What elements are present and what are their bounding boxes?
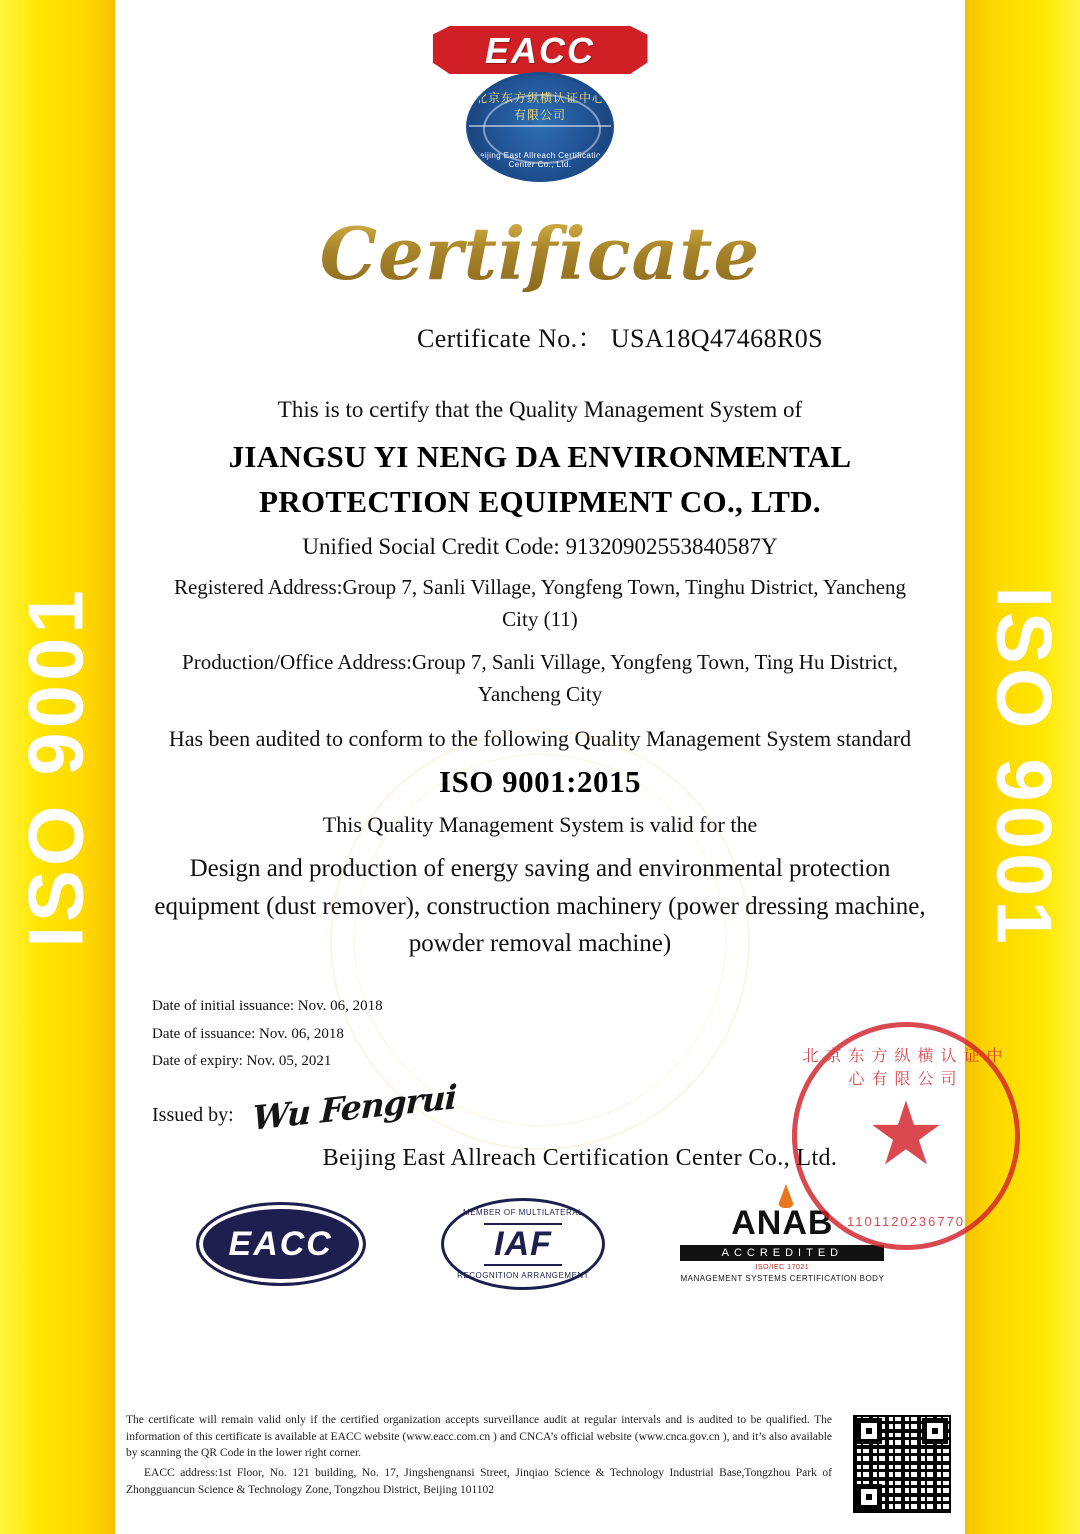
page-title: Certificate (118, 216, 962, 292)
flame-icon (777, 1184, 795, 1208)
seal-top-label: 北京东方纵横认证中心有限公司 (802, 1048, 1010, 1088)
footer (126, 1412, 954, 1516)
certificate-number: Certificate No.： USA18Q47468R0S (417, 323, 823, 353)
anab-body-label: MANAGEMENT SYSTEMS CERTIFICATION BODY (680, 1274, 885, 1284)
globe-chinese-label: 北京东方纵横认证中心有限公司 (474, 91, 605, 122)
footer-text (126, 1412, 832, 1498)
footer-paragraph-2: EACC address:1st Floor, No. 121 building, No. 17, Jingshengnansi Street, Jinqiao Science & Technology Industrial Base,Tongzhou Park of Zhongguancun Science & Technology Zone, Tongzhou District, Beijing 101102 (126, 1467, 832, 1496)
company-name: JIANGSU YI NENG DA ENVIRONMENTAL PROTECTION EQUIPMENT CO., LTD. (228, 438, 852, 519)
date-expiry: Date of expiry: Nov. 05, 2021 (152, 1053, 332, 1070)
certificate-content (118, 0, 962, 1534)
standard-name: ISO 9001:2015 (439, 764, 641, 800)
star-icon: ★ (866, 1087, 946, 1184)
eacc-ribbon-label: EACC (484, 30, 595, 71)
credit-code: Unified Social Credit Code: 91320902553840587Y (302, 534, 778, 560)
issued-by-row (152, 1077, 962, 1139)
anab-accredited-bar: ACCREDITED (680, 1245, 884, 1261)
footer-paragraph-1: The certificate will remain valid only if the certified organization accepts surveillance audit at regular intervals and is audited to be qualified. The information of this certificate is available at EACC website (www.eacc.com.cn ) and CNCA’s official website (www.cnca.gov.cn ), and it’s also available by scanning the QR Code in the lower right corner. (126, 1414, 832, 1460)
qr-code-icon (850, 1412, 954, 1516)
qr-eye-top-left (856, 1418, 882, 1444)
iaf-mark-icon (441, 1198, 605, 1290)
globe-english-label: Beijing East Allreach Certification Center Co., Ltd. (474, 151, 606, 169)
eacc-logo (433, 0, 648, 182)
right-band-label: ISO 9001 (980, 586, 1069, 948)
right-yellow-band (968, 0, 1080, 1534)
iaf-top-label: MEMBER OF MULTILATERAL (463, 1208, 584, 1218)
left-yellow-band (0, 0, 112, 1534)
iaf-bottom-label: RECOGNITION ARRANGEMENT (457, 1271, 590, 1281)
registered-address: Registered Address:Group 7, Sanli Village, Yongfeng Town, Tinghu District, Yancheng City (11) (173, 575, 907, 631)
issued-by-label: Issued by: (152, 1104, 234, 1127)
qr-eye-top-right (922, 1418, 948, 1444)
left-band-label: ISO 9001 (11, 586, 100, 948)
date-issuance: Date of issuance: Nov. 06, 2018 (152, 1025, 344, 1042)
qr-eye-bottom-left (856, 1484, 882, 1510)
anab-text: ANAB (731, 1204, 834, 1243)
signature: Wu Fengrui (251, 1077, 457, 1139)
anab-standard-label: ISO/IEC 17021 (755, 1264, 810, 1272)
valid-for-statement: This Quality Management System is valid for the (322, 812, 758, 838)
seal-bottom-label: 1101120236770 (846, 1214, 966, 1229)
iaf-main-label: IAF (484, 1223, 562, 1266)
dates-block (118, 993, 962, 1139)
globe-icon (466, 72, 614, 182)
audited-statement: Has been audited to conform to the following Quality Management System standard (168, 726, 912, 752)
eacc-ribbon-icon (433, 18, 648, 80)
certify-statement: This is to certify that the Quality Management System of (277, 396, 803, 422)
issuer-name: Beijing East Allreach Certification Center Co., Ltd. (322, 1145, 838, 1172)
certification-scope: Design and production of energy saving and environmental protection equipment (dust remover), construction machinery (power dressing machine, powder removal machine) (154, 855, 926, 958)
date-initial-issuance: Date of initial issuance: Nov. 06, 2018 (152, 997, 383, 1014)
production-address: Production/Office Address:Group 7, Sanli Village, Yongfeng Town, Ting Hu District, Yancheng City (182, 650, 898, 706)
eacc-mark-icon: EACC (196, 1202, 366, 1286)
